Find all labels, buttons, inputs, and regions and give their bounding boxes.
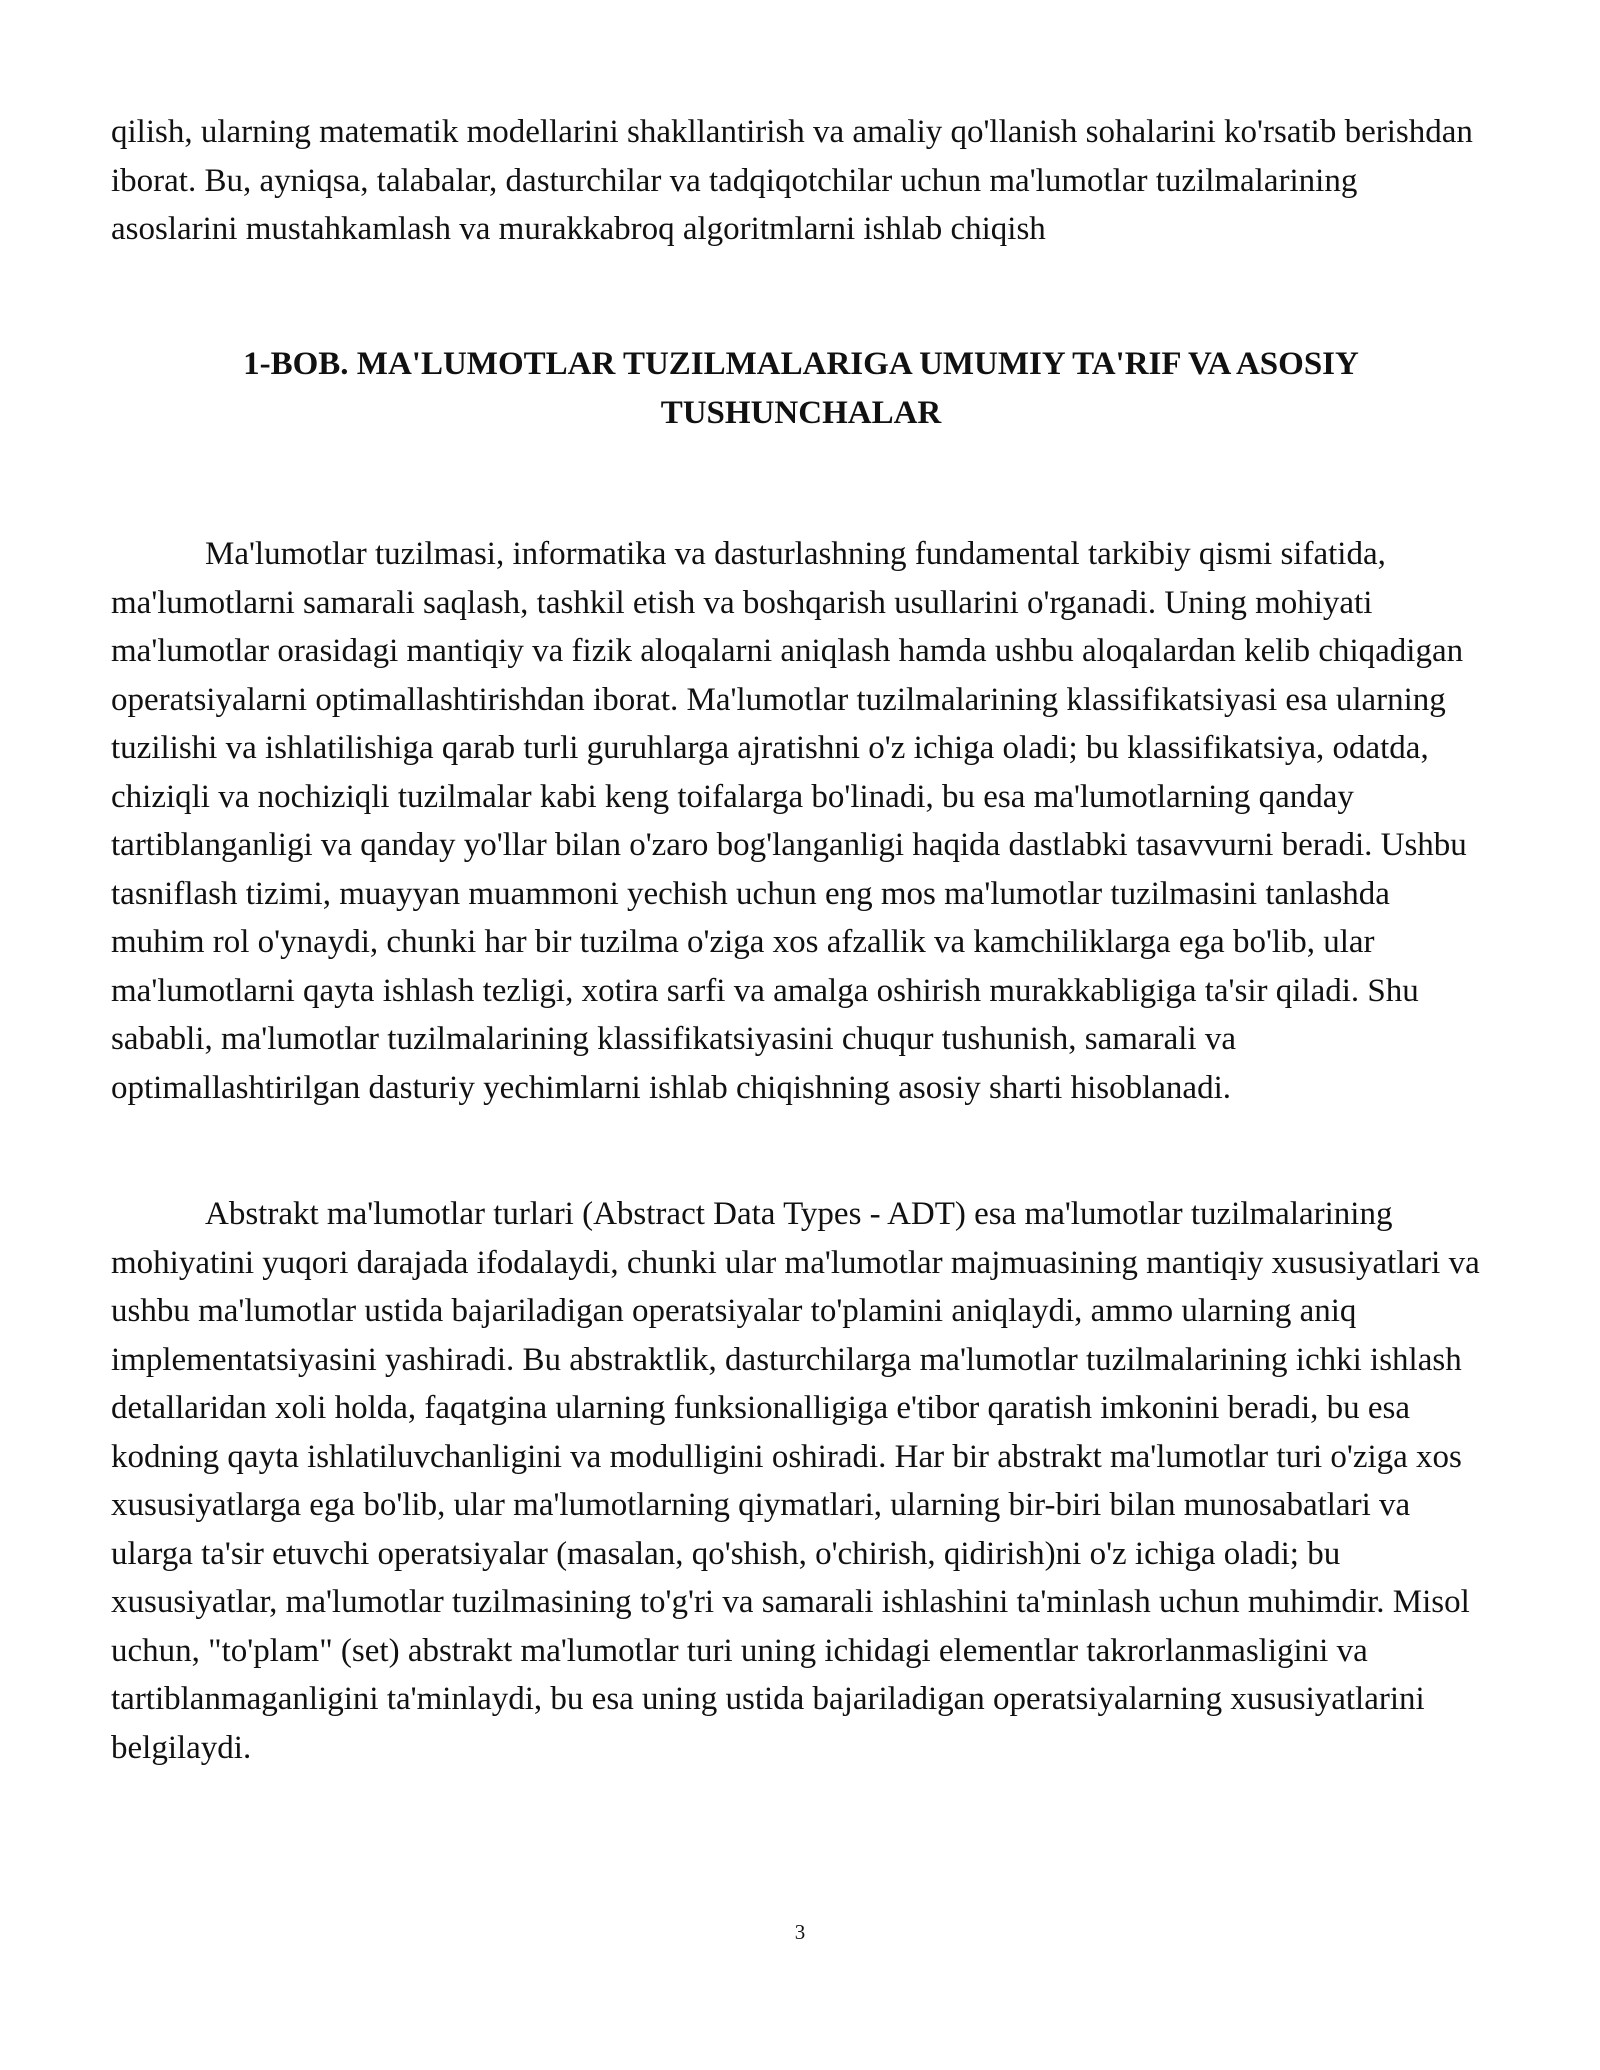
body-paragraph-2: Abstrakt ma'lumotlar turlari (Abstract Data Types - ADT) esa ma'lumotlar tuzilmalarining mohiyatini yuqori darajada ifodalaydi, chunki ular ma'lumotlar majmuasining mantiqiy xususiyatlari va ushbu ma'lumotlar ustida bajariladigan operatsiyalar to'plamini aniqlaydi, ammo ularning aniq implementatsiyasini yashiradi. Bu abstraktlik, dasturchilarga ma'lumotlar tuzilmalarining ichki ishlash detallaridan xoli holda, faqatgina ularning funksionalligiga e'tibor qaratish imkonini beradi, bu esa kodning qayta ishlatiluvchanligini va modulligini oshiradi. Har bir abstrakt ma'lumotlar turi o'ziga xos xususiyatlarga ega bo'lib, ular ma'lumotlarning qiymatlari, ularning bir-biri bilan munosabatlari va ularga ta'sir etuvchi operatsiyalar (masalan, qo'shish, o'chirish, qidirish)ni o'z ichiga oladi; bu xususiyatlar, ma'lumotlar tuzilmasining to'g'ri va samarali ishlashini ta'minlash uchun muhimdir. Misol uchun, "to'plam" (set) abstrakt ma'lumotlar turi uning ichidagi elementlar takrorlanmasligini va tartiblanmaganligini ta'minlaydi, bu esa uning ustida bajariladigan operatsiyalarning xususiyatlarini belgilaydi. [111, 1196, 1480, 1766]
intro-paragraph: qilish, ularning matematik modellarini shakllantirish va amaliy qo'llanish sohalarini ko'rsatib berishdan iborat. Bu, ayniqsa, talabalar, dasturchilar va tadqiqotchilar uchun ma'lumotlar tuzilmalarining asoslarini mustahkamlash va murakkabroq algoritmlarni ishlab chiqish [111, 114, 1473, 247]
body-paragraph-1: Ma'lumotlar tuzilmasi, informatika va dasturlashning fundamental tarkibiy qismi sifatida, ma'lumotlarni samarali saqlash, tashkil etish va boshqarish usullarini o'rganadi. Uning mohiyati ma'lumotlar orasidagi mantiqiy va fizik aloqalarni aniqlash hamda ushbu aloqalardan kelib chiqadigan operatsiyalarni optimallashtirishdan iborat. Ma'lumotlar tuzilmalarining klassifikatsiyasi esa ularning tuzilishi va ishlatilishiga qarab turli guruhlarga ajratishni o'z ichiga oladi; bu klassifikatsiya, odatda, chiziqli va nochiziqli tuzilmalar kabi keng toifalarga bo'linadi, bu esa ma'lumotlarning qanday tartiblanganligi va qanday yo'llar bilan o'zaro bog'langanligi haqida dastlabki tasavvurni beradi. Ushbu tasniflash tizimi, muayyan muammoni yechish uchun eng mos ma'lumotlar tuzilmasini tanlashda muhim rol o'ynaydi, chunki har bir tuzilma o'ziga xos afzallik va kamchiliklarga ega bo'lib, ular ma'lumotlarni qayta ishlash tezligi, xotira sarfi va amalga oshirish murakkabligiga ta'sir qiladi. Shu sababli, ma'lumotlar tuzilmalarining klassifikatsiyasini chuqur tushunish, samarali va optimallashtirilgan dasturiy yechimlarni ishlab chiqishning asosiy sharti hisoblanadi. [111, 536, 1467, 1106]
chapter-heading: 1-BOB. MA'LUMOTLAR TUZILMALARIGA UMUMIY TA'RIF VA ASOSIY TUSHUNCHALAR [243, 346, 1359, 431]
page-number: 3 [794, 1920, 806, 1944]
